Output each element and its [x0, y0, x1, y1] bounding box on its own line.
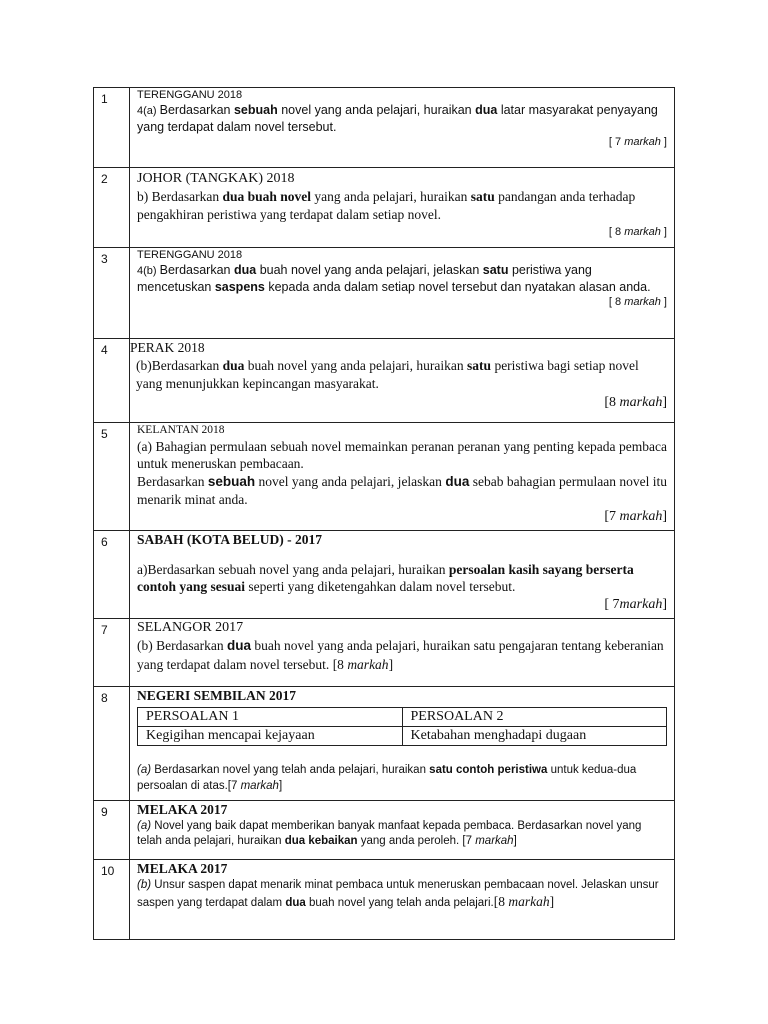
question-cell	[130, 88, 675, 168]
question-source: KELANTAN 2018	[137, 424, 225, 436]
question-intro: (a) Bahagian permulaan sebuah novel memainkan peranan peranan yang penting kepada pembaca untuk meneruskan pembacaan.	[137, 438, 667, 472]
table-row	[94, 801, 675, 860]
question-source: TERENGGANU 2018	[137, 89, 243, 101]
persoalan-2-value: Ketabahan menghadapi dugaan	[402, 726, 667, 745]
row-number: 7	[94, 619, 130, 687]
row-number: 1	[94, 88, 130, 168]
question-table	[93, 87, 675, 940]
row-number: 6	[94, 531, 130, 619]
question-text: (a) Novel yang baik dapat memberikan banyak manfaat kepada pembaca. Berdasarkan novel yang telah anda pelajari, huraikan dua kebaikan yang anda peroleh. [7 markah]	[137, 819, 642, 848]
question-text: (b) Unsur saspen dapat menarik minat pembaca untuk meneruskan pembacaan novel. Jelaskan unsur saspen yang terdapat dalam dua buah novel yang telah anda pelajari.[8 markah]	[137, 878, 659, 910]
row-number: 2	[94, 168, 130, 248]
question-source: NEGERI SEMBILAN 2017	[137, 688, 297, 704]
question-text: b) Berdasarkan dua buah novel yang anda pelajari, huraikan satu pandangan anda terhadap pengakhiran peristiwa yang terdapat dalam setiap novel.	[137, 189, 636, 223]
persoalan-1-value: Kegigihan mencapai kejayaan	[138, 726, 403, 745]
question-text: Berdasarkan sebuah novel yang anda pelajari, jelaskan dua sebab bahagian permulaan novel itu menarik minat anda.	[137, 474, 668, 507]
row-number: 8	[94, 687, 130, 801]
marks-label: [ 7markah]	[604, 596, 667, 612]
table-row	[94, 687, 675, 801]
table-row	[94, 619, 675, 687]
question-cell	[130, 801, 675, 860]
marks-label: [ 8 markah ]	[608, 225, 667, 238]
row-number: 4	[94, 339, 130, 423]
question-source: PERAK 2018	[130, 340, 205, 355]
question-cell	[130, 531, 675, 619]
question-source: SABAH (KOTA BELUD) - 2017	[137, 532, 323, 548]
question-source: MELAKA 2017	[137, 861, 228, 877]
row-number: 9	[94, 801, 130, 860]
table-row	[94, 860, 675, 940]
marks-label: [ 8 markah ]	[608, 295, 667, 308]
question-cell	[130, 248, 675, 339]
marks-label: [8 markah]	[604, 395, 667, 411]
table-row	[94, 168, 675, 248]
marks-label: [ 7 markah ]	[608, 135, 667, 148]
table-row	[94, 339, 675, 423]
question-text: (a) Berdasarkan novel yang telah anda pelajari, huraikan satu contoh peristiwa untuk kedua-dua persoalan di atas.[7 markah]	[137, 763, 637, 792]
row-number: 3	[94, 248, 130, 339]
table-row	[94, 423, 675, 531]
table-row	[94, 531, 675, 619]
question-source: JOHOR (TANGKAK) 2018	[137, 171, 295, 186]
row-number: 5	[94, 423, 130, 531]
table-row	[94, 248, 675, 339]
persoalan-1-header: PERSOALAN 1	[138, 707, 403, 726]
question-source: MELAKA 2017	[137, 802, 228, 818]
question-source: SELANGOR 2017	[137, 620, 244, 636]
persoalan-2-header: PERSOALAN 2	[402, 707, 667, 726]
question-text: (b) Berdasarkan dua buah novel yang anda pelajari, huraikan satu pengajaran tentang keberanian yang terdapat dalam novel tersebut. [8 markah]	[137, 638, 664, 672]
row-number: 10	[94, 860, 130, 940]
question-text: 4(b) Berdasarkan dua buah novel yang anda pelajari, jelaskan satu peristiwa yang mencetuskan saspens kepada anda dalam setiap novel tersebut dan nyatakan alasan anda.	[137, 263, 651, 294]
question-cell	[130, 423, 675, 531]
marks-label: [7 markah]	[604, 509, 667, 525]
persoalan-table	[137, 707, 667, 746]
table-row	[94, 88, 675, 168]
question-cell	[130, 860, 675, 940]
question-text: a)Berdasarkan sebuah novel yang anda pelajari, huraikan persoalan kasih sayang berserta contoh yang sesuai seperti yang diketengahkan dalam novel tersebut.	[137, 561, 634, 595]
question-text: 4(a) Berdasarkan sebuah novel yang anda pelajari, huraikan dua latar masyarakat penyayang yang terdapat dalam novel tersebut.	[137, 103, 658, 134]
question-cell	[130, 339, 675, 423]
question-source: TERENGGANU 2018	[137, 249, 243, 261]
question-text: (b)Berdasarkan dua buah novel yang anda pelajari, huraikan satu peristiwa bagi setiap novel yang menunjukkan kepincangan masyarakat.	[136, 357, 639, 392]
question-cell	[130, 619, 675, 687]
question-cell	[130, 687, 675, 801]
question-cell	[130, 168, 675, 248]
